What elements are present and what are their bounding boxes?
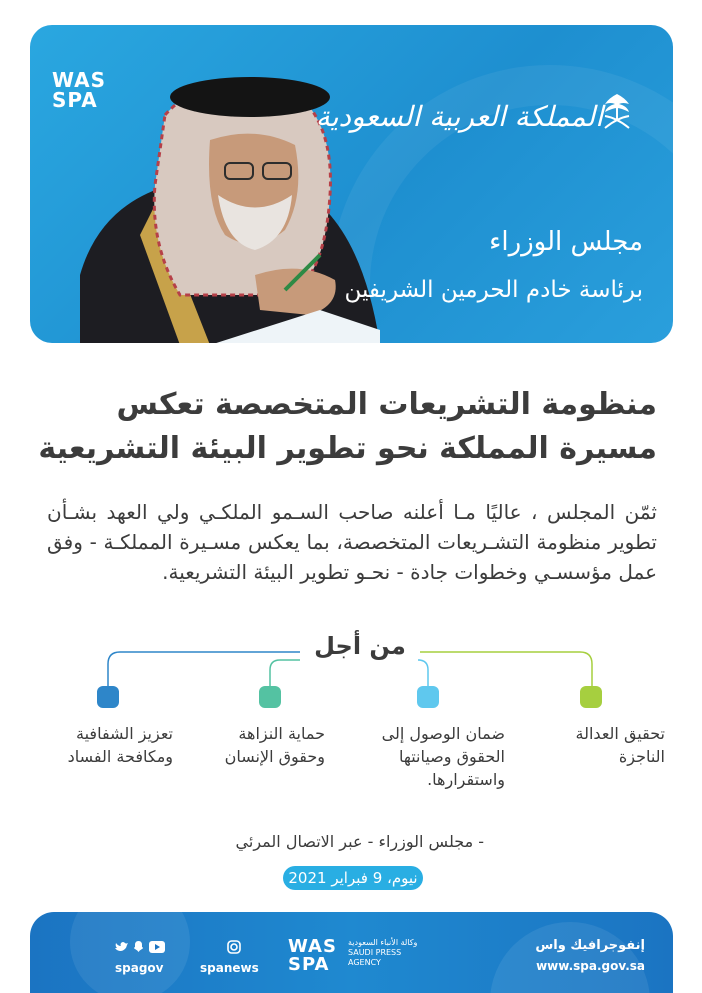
handle-spagov: spagov xyxy=(115,961,164,975)
headline xyxy=(37,383,657,471)
spa-logo-line1: WAS xyxy=(52,68,107,92)
handle-spanews: spanews xyxy=(200,961,259,975)
social-handles xyxy=(115,937,265,987)
headline-line1: منظومة التشريعات المتخصصة تعكس xyxy=(116,387,657,422)
kingdom-name: المملكة العربية السعودية xyxy=(315,100,603,133)
footer-bar xyxy=(30,912,673,993)
agency-name-en-1: SAUDI PRESS xyxy=(348,948,402,957)
spa-logo xyxy=(52,70,112,110)
goal-marker-justice xyxy=(580,686,602,708)
council-subtitle: برئاسة خادم الحرمين الشريفين xyxy=(344,277,643,303)
council-note: مجلس الوزراء - عبر الاتصال المرئي - xyxy=(235,832,484,851)
body-paragraph: ثمّن المجلس ، عاليًا مـا أعلنه صاحب السـمو الملكـي ولي العهد بشـأن تطوير منظومة التشـريعات المتخصصة، بما يعكس مسـيرة المملكـة - وفق عمل مؤسسـي وخطوات جادة - نحـو تطوير البيئة التشريعية. xyxy=(47,500,657,584)
goal-justice: تحقيق العدالة الناجزة xyxy=(575,724,665,766)
agency-name xyxy=(348,938,417,968)
council-title: مجلس الوزراء xyxy=(489,227,643,257)
goal-marker-transparency xyxy=(97,686,119,708)
agency-name-en-2: AGENCY xyxy=(348,958,381,967)
footer-info xyxy=(535,938,645,973)
youtube-icon xyxy=(149,941,165,953)
goal-transparency: تعزيز الشفافية ومكافحة الفساد xyxy=(67,724,173,766)
infographic-label: إنفوجرافيك واس xyxy=(535,938,645,953)
header-banner xyxy=(30,25,673,343)
for-heading: من أجل xyxy=(314,632,406,660)
twitter-icon xyxy=(115,941,129,953)
website-link[interactable]: www.spa.gov.sa xyxy=(536,959,645,973)
goal-marker-rights xyxy=(417,686,439,708)
spa-logo-footer: WAS SPA xyxy=(288,936,337,975)
headline-line2: مسيرة المملكة نحو تطوير البيئة التشريعية xyxy=(38,431,657,466)
instagram-icon xyxy=(227,940,241,954)
spa-logo-line2: SPA xyxy=(52,88,98,112)
goal-integrity: حماية النزاهة وحقوق الإنسان xyxy=(224,724,325,766)
agency-name-ar: وكالة الأنباء السعودية xyxy=(348,938,418,947)
goal-rights: ضمان الوصول إلى الحقوق وصيانتها واستقرارها. xyxy=(381,724,505,789)
goal-marker-integrity xyxy=(259,686,281,708)
date-badge: نيوم، 9 فبراير 2021 xyxy=(283,866,423,890)
saudi-emblem-icon xyxy=(599,90,635,134)
snapchat-icon xyxy=(132,940,145,953)
